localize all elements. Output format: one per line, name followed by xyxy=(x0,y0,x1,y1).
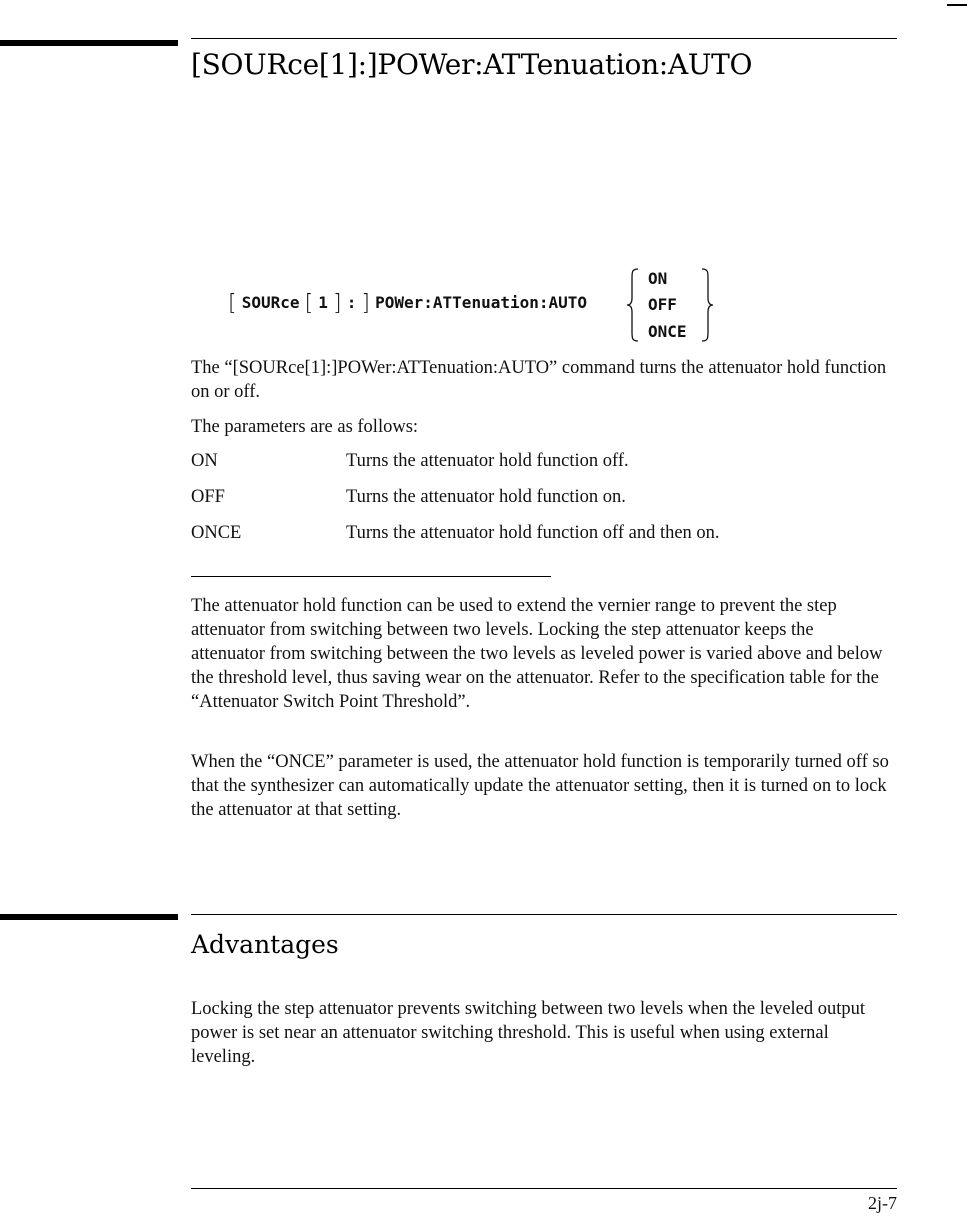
section-rule-thin xyxy=(191,38,897,39)
syntax-brace-left xyxy=(626,268,640,342)
syntax-bracket-open: [ xyxy=(228,290,237,316)
paragraph-divider xyxy=(191,576,551,577)
param-desc: Turns the attenuator hold function off. xyxy=(346,451,629,471)
once-paragraph: When the “ONCE” parameter is used, the attenuator hold function is temporarily turned off so that the synthesizer can automatically update the attenuator setting, then it is turned on to lock the attenuator at that setting. xyxy=(191,752,889,820)
syntax-command: POWer:ATTenuation:AUTO xyxy=(375,293,588,312)
advantages-text: Locking the step attenuator prevents switching between two levels when the leveled output power is set near an attenuator switching threshold. This is useful when using external leveling. xyxy=(191,999,866,1067)
param-name: ONCE xyxy=(191,523,242,543)
advantages-title: Advantages xyxy=(191,930,339,959)
syntax-option-on: ON xyxy=(648,269,668,288)
syntax-colon: : xyxy=(346,293,357,312)
syntax-brace-right xyxy=(700,268,714,342)
syntax-bracket-open-inner: [ xyxy=(304,290,314,316)
syntax-source: SOURce xyxy=(241,293,300,312)
section-rule-thin xyxy=(191,914,897,915)
syntax-bracket-close-inner: ] xyxy=(333,290,342,316)
section-rule-thick xyxy=(0,40,178,46)
param-name: ON xyxy=(191,451,218,471)
explanation-paragraph: The attenuator hold function can be used to extend the vernier range to prevent the step attenuator from switching between two levels. Locking the step attenuator keeps the attenuator from switching between the two levels as leveled power is varied above and below the threshold level, thus saving wear on the attenuator. Refer to the specification table for the “Attenuator Switch Point Threshold”. xyxy=(191,596,883,712)
section-title: [SOURce[1]:]POWer:ATTenuation:AUTO xyxy=(191,48,753,81)
page-number: 2j-7 xyxy=(868,1193,897,1213)
section-rule-thick xyxy=(0,914,178,920)
param-name: OFF xyxy=(191,487,225,507)
syntax-option-once: ONCE xyxy=(648,322,687,341)
syntax-bracket-close: ] xyxy=(361,290,371,316)
command-description: The “[SOURce[1]:]POWer:ATTenuation:AUTO” command turns the attenuator hold function on or off. xyxy=(191,358,887,402)
footer-rule xyxy=(191,1188,897,1189)
corner-mark xyxy=(947,4,967,6)
param-desc: Turns the attenuator hold function on. xyxy=(346,487,626,507)
param-desc: Turns the attenuator hold function off and then on. xyxy=(346,523,720,543)
params-intro: The parameters are as follows: xyxy=(191,417,419,437)
syntax-option-off: OFF xyxy=(648,295,677,314)
syntax-index: 1 xyxy=(318,293,328,312)
